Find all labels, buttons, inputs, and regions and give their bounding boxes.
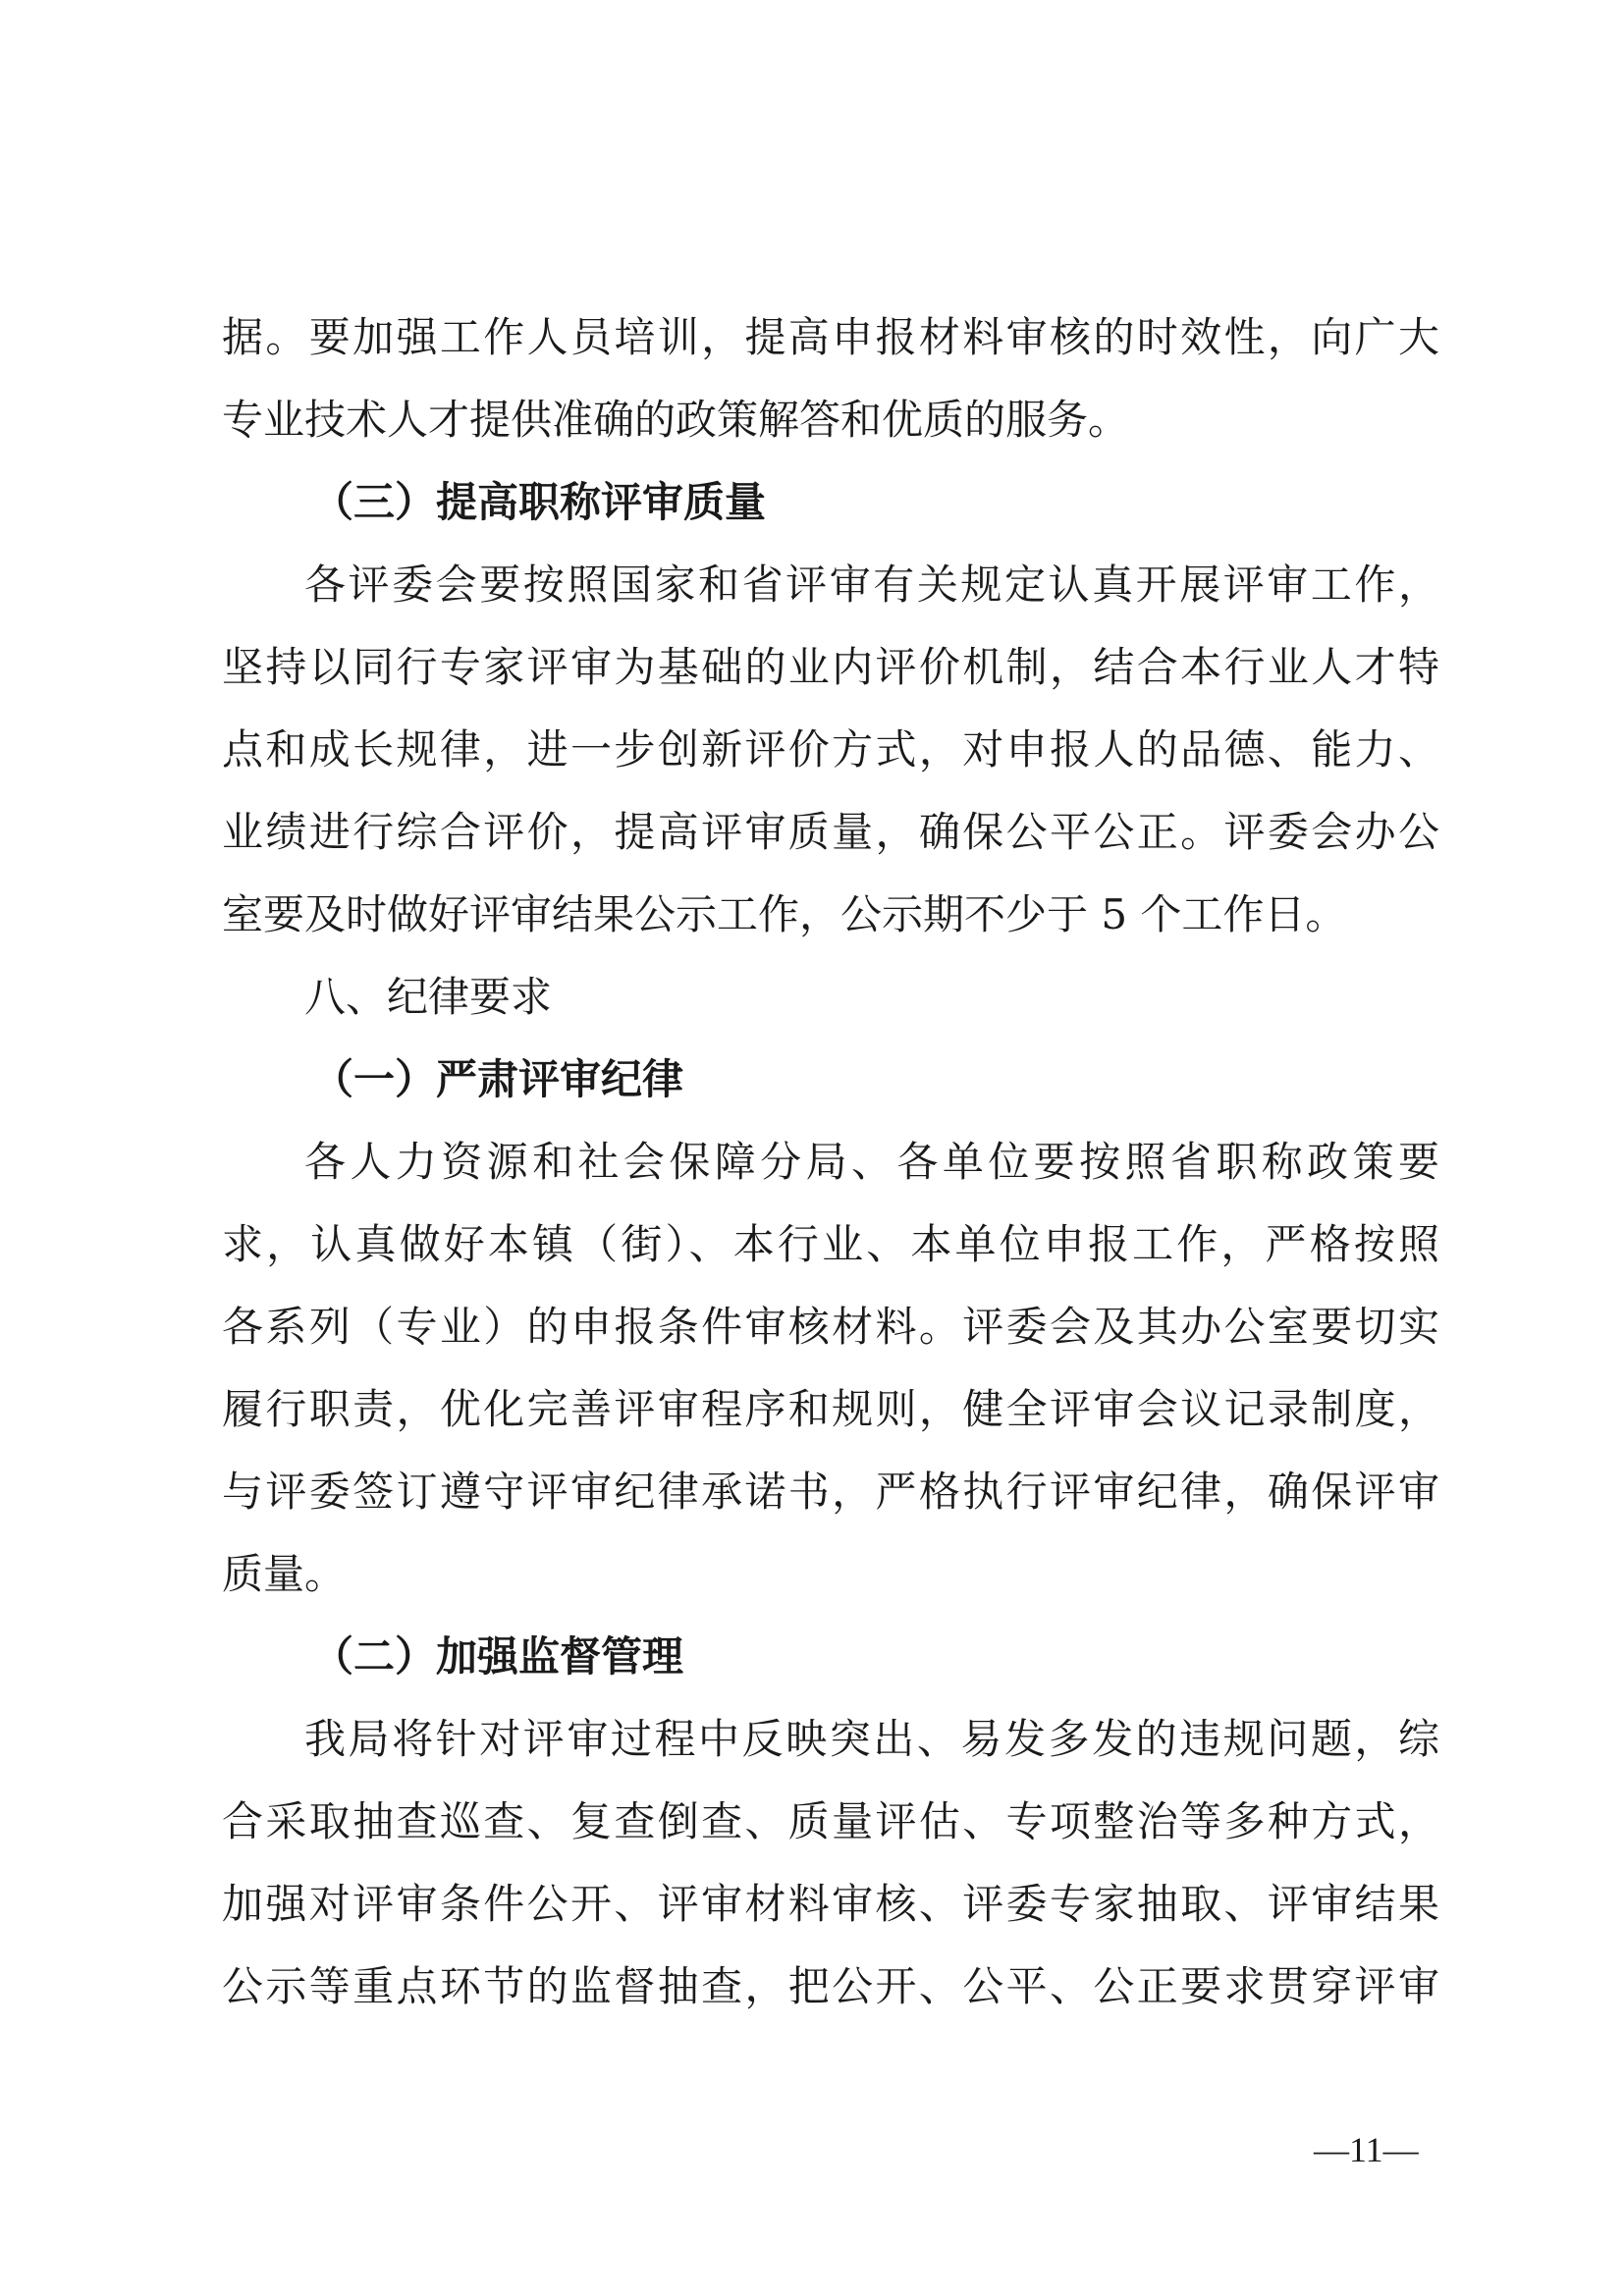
paragraph-line: 据。要加强工作人员培训，提高申报材料审核的时效性，向广大 <box>222 313 1439 361</box>
paragraph-line: 点和成长规律，进一步创新评价方式，对申报人的品德、能力、 <box>222 725 1439 774</box>
section-heading-2: （二）加强监督管理 <box>312 1632 684 1681</box>
page-number: —11— <box>1314 2130 1419 2169</box>
paragraph-line: 履行职责，优化完善评审程序和规则，健全评审会议记录制度， <box>222 1385 1439 1433</box>
paragraph-line: 质量。 <box>222 1550 347 1598</box>
paragraph-line: 室要及时做好评审结果公示工作，公示期不少于 5 个工作日。 <box>222 890 1347 938</box>
paragraph-line: 求，认真做好本镇（街）、本行业、本单位申报工作，严格按照 <box>222 1220 1439 1268</box>
paragraph-line: 专业技术人才提供准确的政策解答和优质的服务。 <box>222 396 1130 444</box>
paragraph-line: 各系列（专业）的申报条件审核材料。评委会及其办公室要切实 <box>222 1303 1439 1351</box>
paragraph-line: 公示等重点环节的监督抽查，把公开、公平、公正要求贯穿评审 <box>222 1962 1439 2010</box>
paragraph-line: 坚持以同行专家评审为基础的业内评价机制，结合本行业人才特 <box>222 643 1439 691</box>
paragraph-line: 各评委会要按照国家和省评审有关规定认真开展评审工作， <box>304 561 1439 609</box>
section-heading-1: （一）严肃评审纪律 <box>312 1055 684 1103</box>
paragraph-line: 各人力资源和社会保障分局、各单位要按照省职称政策要 <box>304 1138 1439 1186</box>
chapter-heading-8: 八、纪律要求 <box>304 973 553 1021</box>
paragraph-line: 我局将针对评审过程中反映突出、易发多发的违规问题，综 <box>304 1715 1439 1763</box>
paragraph-line: 加强对评审条件公开、评审材料审核、评委专家抽取、评审结果 <box>222 1880 1439 1928</box>
paragraph-line: 与评委签订遵守评审纪律承诺书，严格执行评审纪律，确保评审 <box>222 1468 1439 1516</box>
paragraph-line: 合采取抽查巡查、复查倒查、质量评估、专项整治等多种方式， <box>222 1797 1439 1845</box>
paragraph-line: 业绩进行综合评价，提高评审质量，确保公平公正。评委会办公 <box>222 808 1439 856</box>
section-heading-3: （三）提高职称评审质量 <box>312 478 767 526</box>
